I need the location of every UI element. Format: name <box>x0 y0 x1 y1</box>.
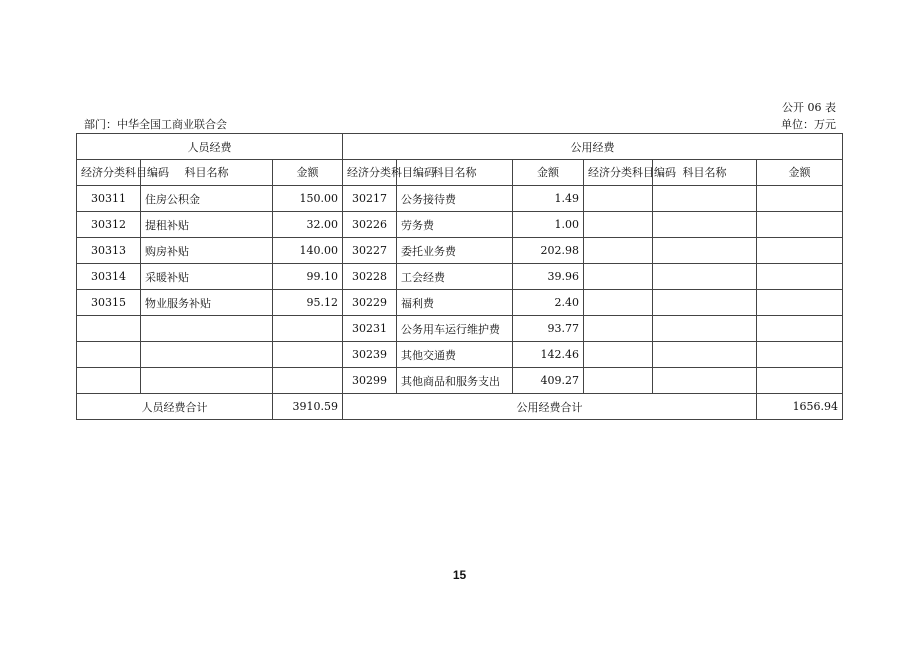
personnel-amount: 95.12 <box>273 290 343 316</box>
table-row <box>77 342 843 368</box>
personnel-code: 30311 <box>77 186 141 212</box>
empty-cell <box>757 186 843 212</box>
empty-cell <box>757 212 843 238</box>
total-row <box>77 394 843 420</box>
public-amount: 409.27 <box>513 368 584 394</box>
empty-cell <box>757 264 843 290</box>
empty-cell <box>757 290 843 316</box>
public-amount: 39.96 <box>513 264 584 290</box>
public-code: 30217 <box>343 186 397 212</box>
personnel-name: 提租补贴 <box>141 212 273 238</box>
page-number: 15 <box>452 568 467 582</box>
empty-cell <box>653 290 757 316</box>
personnel-code <box>77 368 141 394</box>
empty-cell <box>584 290 653 316</box>
empty-cell <box>653 186 757 212</box>
personnel-amount: 99.10 <box>273 264 343 290</box>
table-row <box>77 264 843 290</box>
public-code: 30299 <box>343 368 397 394</box>
public-name: 委托业务费 <box>397 238 513 264</box>
public-name: 其他交通费 <box>397 342 513 368</box>
col-header-code: 经济分类科目编码 <box>343 160 397 186</box>
empty-cell <box>757 368 843 394</box>
col-header-amount: 金额 <box>273 160 343 186</box>
empty-cell <box>653 342 757 368</box>
group-header-row <box>77 134 843 160</box>
col-header-code: 经济分类科目编码 <box>584 160 653 186</box>
personnel-code: 30312 <box>77 212 141 238</box>
column-header-row <box>77 160 843 186</box>
public-name: 福利费 <box>397 290 513 316</box>
empty-cell <box>584 368 653 394</box>
col-header-name: 科目名称 <box>397 160 513 186</box>
personnel-code: 30314 <box>77 264 141 290</box>
group-personnel-header: 人员经费 <box>77 134 343 160</box>
public-code: 30239 <box>343 342 397 368</box>
public-amount: 1.49 <box>513 186 584 212</box>
table-row <box>77 290 843 316</box>
personnel-code <box>77 316 141 342</box>
personnel-total-label: 人员经费合计 <box>77 394 273 420</box>
empty-cell <box>757 342 843 368</box>
table-row <box>77 212 843 238</box>
public-amount: 142.46 <box>513 342 584 368</box>
empty-cell <box>584 212 653 238</box>
empty-cell <box>653 316 757 342</box>
group-public-header: 公用经费 <box>343 134 843 160</box>
col-header-amount: 金额 <box>513 160 584 186</box>
public-code: 30226 <box>343 212 397 238</box>
personnel-name: 物业服务补贴 <box>141 290 273 316</box>
table-row <box>77 316 843 342</box>
col-header-code: 经济分类科目编码 <box>77 160 141 186</box>
public-amount: 2.40 <box>513 290 584 316</box>
empty-cell <box>584 342 653 368</box>
empty-cell <box>757 238 843 264</box>
personnel-amount <box>273 316 343 342</box>
personnel-code <box>77 342 141 368</box>
personnel-name: 采暖补贴 <box>141 264 273 290</box>
empty-cell <box>584 316 653 342</box>
empty-cell <box>757 316 843 342</box>
expense-table <box>76 133 843 420</box>
empty-cell <box>584 264 653 290</box>
public-name: 公务用车运行维护费 <box>397 316 513 342</box>
col-header-amount: 金额 <box>757 160 843 186</box>
public-amount: 202.98 <box>513 238 584 264</box>
empty-cell <box>653 212 757 238</box>
personnel-name <box>141 342 273 368</box>
public-total-value: 1656.94 <box>757 394 843 420</box>
empty-cell <box>653 238 757 264</box>
col-header-name: 科目名称 <box>141 160 273 186</box>
empty-cell <box>653 264 757 290</box>
public-code: 30228 <box>343 264 397 290</box>
personnel-code: 30315 <box>77 290 141 316</box>
empty-cell <box>584 238 653 264</box>
form-number: 公开 06 表 <box>782 101 836 114</box>
public-name: 公务接待费 <box>397 186 513 212</box>
department-label: 部门：中华全国工商业联合会 <box>84 118 227 131</box>
public-code: 30227 <box>343 238 397 264</box>
personnel-name: 住房公积金 <box>141 186 273 212</box>
empty-cell <box>584 186 653 212</box>
personnel-amount: 140.00 <box>273 238 343 264</box>
public-name: 劳务费 <box>397 212 513 238</box>
table-row <box>77 238 843 264</box>
personnel-code: 30313 <box>77 238 141 264</box>
public-total-label: 公用经费合计 <box>343 394 757 420</box>
personnel-total-value: 3910.59 <box>273 394 343 420</box>
personnel-amount: 32.00 <box>273 212 343 238</box>
table-row <box>77 186 843 212</box>
unit-label: 单位：万元 <box>781 118 836 131</box>
personnel-amount <box>273 342 343 368</box>
col-header-name: 科目名称 <box>653 160 757 186</box>
public-code: 30229 <box>343 290 397 316</box>
public-name: 其他商品和服务支出 <box>397 368 513 394</box>
empty-cell <box>653 368 757 394</box>
public-amount: 1.00 <box>513 212 584 238</box>
table-row <box>77 368 843 394</box>
public-code: 30231 <box>343 316 397 342</box>
personnel-amount: 150.00 <box>273 186 343 212</box>
public-name: 工会经费 <box>397 264 513 290</box>
personnel-name <box>141 368 273 394</box>
personnel-name <box>141 316 273 342</box>
personnel-amount <box>273 368 343 394</box>
public-amount: 93.77 <box>513 316 584 342</box>
personnel-name: 购房补贴 <box>141 238 273 264</box>
